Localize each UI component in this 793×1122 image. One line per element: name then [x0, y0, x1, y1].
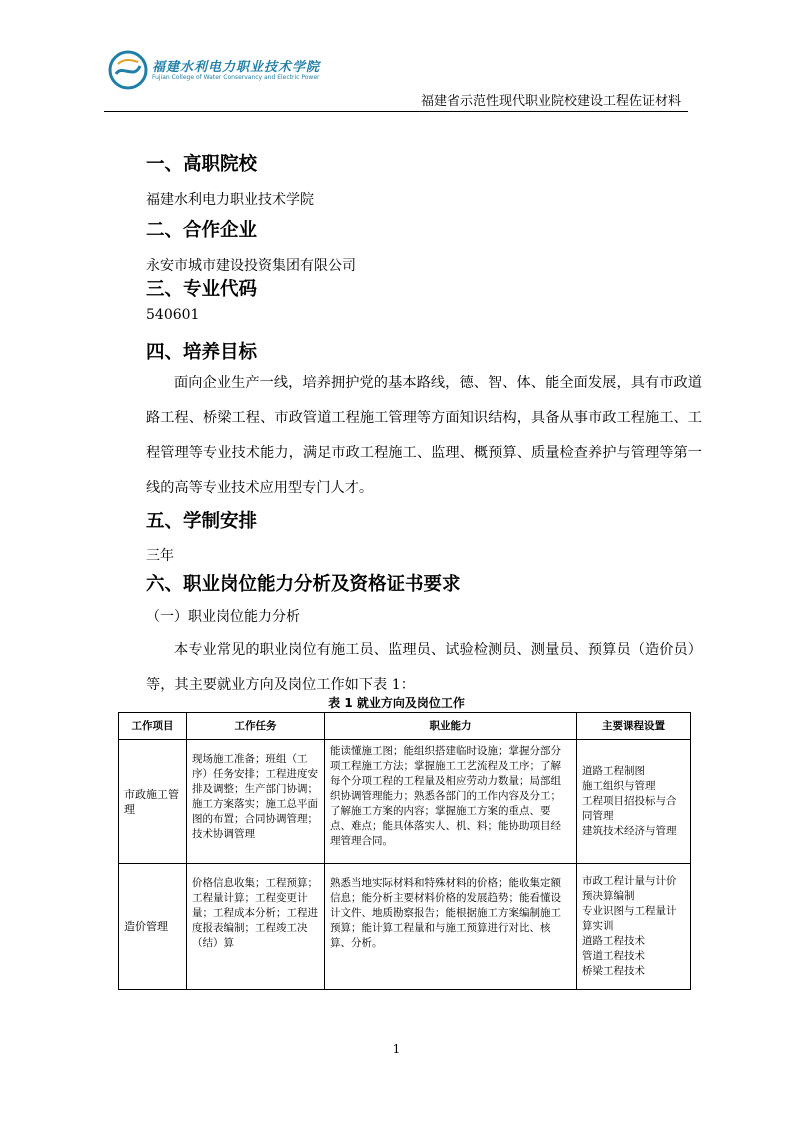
section-4-body: 面向企业生产一线，培养拥护党的基本路线，德、智、体、能全面发展，具有市政道路工程、桥梁工程、市政管道工程施工管理等方面知识结构，具备从事市政工程施工、工程管理等专业技术能力，满足市政工程施工、监理、概预算、质量检查养护与管理等第一线的高等专业技术应用型专门人才。: [146, 375, 702, 496]
course-item: 道路工程制图: [582, 765, 645, 777]
page-number: 1: [392, 1042, 401, 1056]
cell-item: 造价管理: [119, 864, 187, 990]
cell-ability: 能读懂施工图；能组织搭建临时设施；掌握分部分项工程施工方法；掌握施工工艺流程及工序；了解每个分项工程的工程量及相应劳动力数量；局部组织协调管理能力；熟悉各部门的工作内容及分工；了解施工方案的内容；掌握施工方案的重点、要点、难点；能具体落实人、机、料；能协助项目经理管理合同。: [325, 740, 577, 864]
course-item: 专业识图与工程量计算实训: [582, 905, 677, 932]
logo-text: 福建水利电力职业技术学院: [152, 60, 321, 75]
section-5-heading: 五、学制安排: [146, 511, 258, 532]
section-3-heading: 三、专业代码: [146, 279, 258, 300]
college-logo: [108, 48, 321, 98]
section-3-body: 540601: [146, 307, 200, 323]
cell-task: 现场施工准备；班组（工序）任务安排；工程进度安排及调整；生产部门协调；施工方案落实；施工总平面图的布置；合同协调管理；技术协调管理: [187, 740, 325, 864]
col-header-courses: 主要课程设置: [577, 713, 691, 740]
col-header-ability: 职业能力: [325, 713, 577, 740]
logo-subtext: Fujian College of Water Conservancy and Electric Power: [152, 74, 320, 81]
section-2-body: 永安市城市建设投资集团有限公司: [146, 258, 356, 274]
col-header-task: 工作任务: [187, 713, 325, 740]
cell-item: 市政施工管理: [119, 740, 187, 864]
course-item: 预决算编制: [582, 890, 635, 902]
table-header-row: [119, 713, 691, 740]
cell-courses: [577, 740, 691, 864]
course-item: 道路工程技术: [582, 935, 645, 947]
cell-courses: [577, 864, 691, 990]
course-item: 施工组织与管理: [582, 780, 656, 792]
jobs-table: [118, 712, 691, 990]
section-1-body: 福建水利电力职业技术学院: [146, 192, 314, 208]
section-2-heading: 二、合作企业: [146, 220, 258, 241]
course-item: 管道工程技术: [582, 950, 645, 962]
cell-task: 价格信息收集；工程预算；工程量计算；工程变更计量；工程成本分析；工程进度报表编制；工程竣工决（结）算: [187, 864, 325, 990]
section-5-body: 三年: [146, 548, 174, 564]
cell-ability: 熟悉当地实际材料和特殊材料的价格；能收集定额信息；能分析主要材料价格的发展趋势；能看懂设计文件、地质勘察报告；能根据施工方案编制施工预算；能计算工程量和与施工预算进行对比、核算、分析。: [325, 864, 577, 990]
table-row: [119, 740, 691, 864]
college-logo-icon: [108, 50, 148, 90]
col-header-item: 工作项目: [119, 713, 187, 740]
table-row: [119, 864, 691, 990]
course-item: 工程项目招投标与合同管理: [582, 795, 677, 822]
table-caption: 表 1 就业方向及岗位工作: [328, 696, 465, 710]
header-divider: [104, 111, 688, 112]
section-6-subheading: （一）职业岗位能力分析: [146, 609, 300, 625]
course-item: 市政工程计量与计价: [582, 875, 677, 887]
section-6-heading: 六、职业岗位能力分析及资格证书要求: [146, 574, 461, 595]
section-1-heading: 一、高职院校: [146, 154, 258, 175]
section-6-intro: 本专业常见的职业岗位有施工员、监理员、试验检测员、测量员、预算员（造价员）等，其主要就业方向及岗位工作如下表 1：: [146, 642, 702, 693]
section-4-heading: 四、培养目标: [146, 342, 258, 363]
course-item: 桥梁工程技术: [582, 965, 645, 977]
course-item: 建筑技术经济与管理: [582, 825, 677, 837]
header-title: 福建省示范性现代职业院校建设工程佐证材料: [420, 94, 681, 109]
